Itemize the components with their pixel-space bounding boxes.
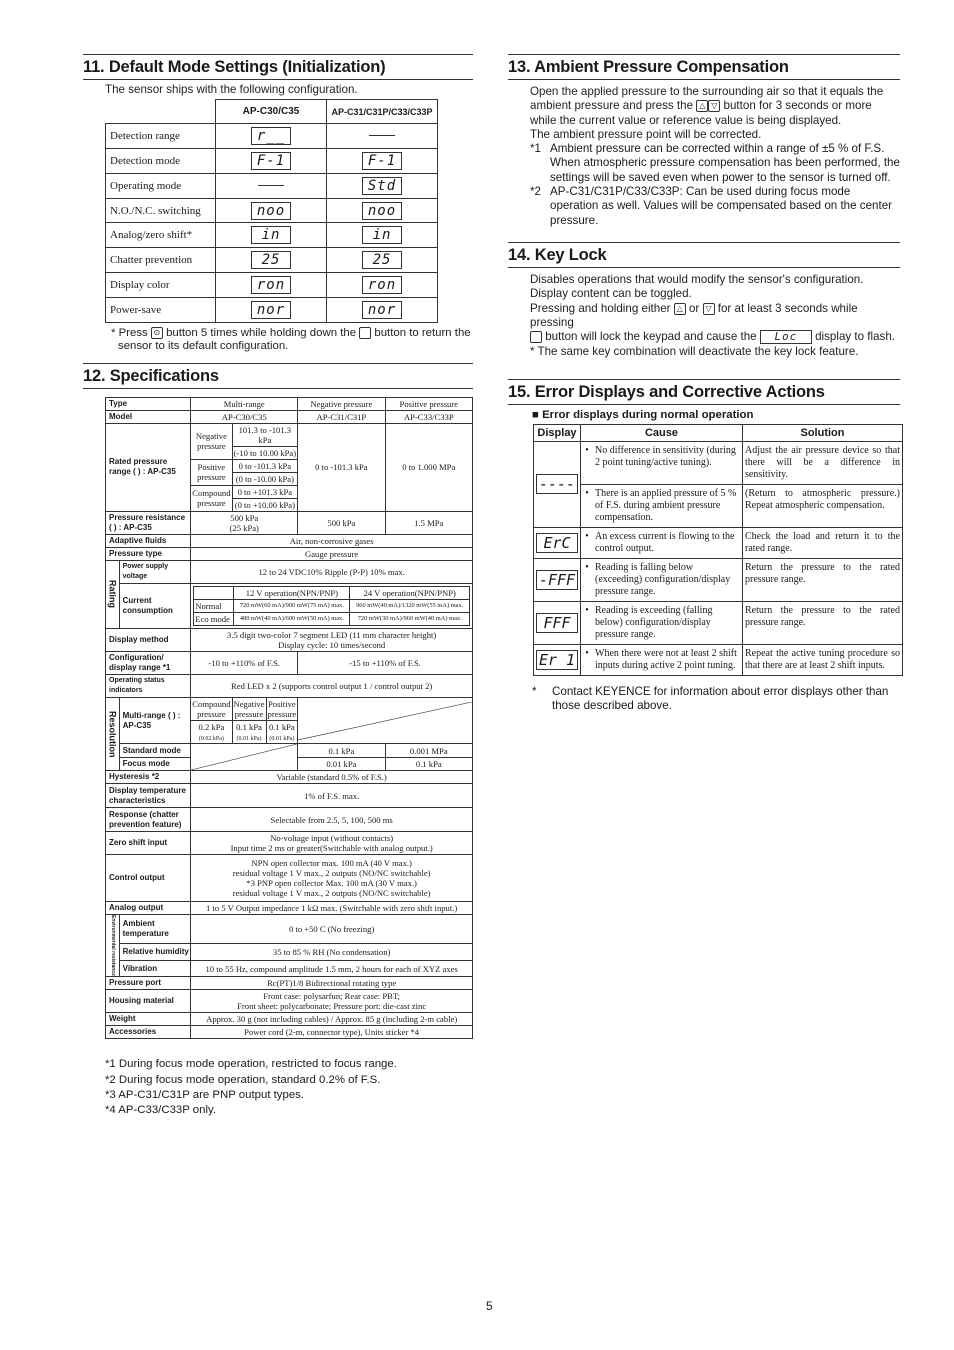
bullet-icon: • bbox=[585, 561, 589, 573]
error-solution: (Return to atmospheric pressure.) Repeat atmospheric compensation. bbox=[743, 484, 903, 527]
right-column bbox=[508, 54, 900, 713]
segment-display: 25 bbox=[362, 251, 402, 269]
table-row bbox=[534, 601, 903, 644]
setting-label: Display color bbox=[106, 273, 216, 298]
mode-button-icon bbox=[359, 327, 371, 339]
error-cause: There is an applied pressure of 5 % of F.S. during ambient pressure compensation. bbox=[595, 487, 737, 523]
resolution-na-cell bbox=[298, 697, 473, 744]
resolution-subtable: Compound pressure Negative pressure Positive pressure 0.2 kPa (0.02 kPa) 0.1 kPa (0.01 kPa) 0.1 kPa (0.01 kPa) bbox=[192, 698, 297, 742]
segment-display: noo bbox=[251, 202, 291, 220]
bullet-icon: • bbox=[585, 604, 589, 616]
set-button-icon: ⊙ bbox=[151, 327, 163, 339]
table-row bbox=[534, 644, 903, 675]
section-15-title: 15. Error Displays and Corrective Actions bbox=[508, 379, 900, 405]
bullet-icon: • bbox=[585, 647, 589, 659]
error-solution: Return the pressure to the rated pressure range. bbox=[743, 601, 903, 644]
diagonal-line bbox=[191, 744, 297, 770]
environmental-group-label: Environmental resistance bbox=[106, 915, 120, 977]
error-cause: No difference in sensitivity (during 2 point tuning/active tuning). bbox=[595, 444, 736, 468]
bullet-icon: • bbox=[585, 444, 589, 456]
segment-display: Std bbox=[362, 177, 402, 195]
not-applicable-dash bbox=[369, 135, 395, 137]
error-header-solution: Solution bbox=[743, 424, 903, 441]
segment-display: nor bbox=[362, 301, 402, 319]
table-row bbox=[534, 558, 903, 601]
section-14-title: 14. Key Lock bbox=[508, 242, 900, 268]
segment-display: 25 bbox=[251, 251, 291, 269]
table-row bbox=[106, 248, 438, 273]
table-row bbox=[106, 273, 438, 298]
not-applicable-dash bbox=[258, 185, 284, 187]
section-title-text: Default Mode Settings (Initialization) bbox=[108, 58, 386, 76]
table-row bbox=[106, 223, 438, 248]
left-column bbox=[83, 54, 473, 1119]
section-13-title: 13. Ambient Pressure Compensation bbox=[508, 54, 900, 80]
down-button-icon: ▽ bbox=[708, 100, 720, 112]
segment-display: r__ bbox=[251, 127, 291, 145]
resolution-group-label: Resolution bbox=[106, 697, 120, 771]
square-bullet-icon: ■ bbox=[532, 408, 539, 421]
table-row bbox=[534, 441, 903, 484]
bullet-icon: • bbox=[585, 487, 589, 499]
table-row bbox=[534, 484, 903, 527]
up-button-icon: △ bbox=[674, 303, 686, 315]
spec-label-rated-range: Rated pressure range ( ) : AP-C35 bbox=[106, 423, 191, 511]
segment-display: F-1 bbox=[251, 152, 291, 170]
error-segment-display: ErC bbox=[536, 533, 578, 553]
section-number: 11. bbox=[83, 58, 105, 76]
setting-label: Operating mode bbox=[106, 173, 216, 198]
segment-display: noo bbox=[362, 202, 402, 220]
section-13-body: Open the applied pressure to the surrounding air so that it equals the ambient pressure and press the △ ▽ button for 3 seconds or more while the current value or reference value is being displayed. The ambient pressure point will be corrected. bbox=[530, 85, 884, 141]
segment-display: in bbox=[251, 226, 291, 244]
error-solution: Check the load and return it to the rated range. bbox=[743, 527, 903, 558]
mode-button-icon bbox=[530, 331, 542, 343]
segment-display: ron bbox=[362, 276, 402, 294]
segment-display: F-1 bbox=[362, 152, 402, 170]
spec-label-model: Model bbox=[106, 410, 191, 423]
table-row bbox=[534, 527, 903, 558]
error-solution: Return the pressure to the rated pressure range. bbox=[743, 558, 903, 601]
spec-label-type: Type bbox=[106, 397, 191, 410]
segment-display: nor bbox=[251, 301, 291, 319]
current-consumption-subtable: 12 V operation(NPN/PNP) 24 V operation(NPN/PNP) Normal 720 mW(60 mA)/900 mW(75 mA) max. 960 mW(40 mA)/1320 mW(55 mA) max. Eco mode 480 mW(40 mA)/600 mW(50 mA) max. 720 mW(30 mA)/960 mW(40 mA) max. bbox=[193, 586, 470, 626]
setting-label: Analog/zero shift* bbox=[106, 223, 216, 248]
specifications-table: Type Multi-range Negative pressure Positive pressure Model AP-C30/C35 AP-C31/C31P AP-C33/C33P Rated pressure range ( ) : AP-C35 Negative pressure 101.3 to -101.3 kPa (-10 to 10.00 kPa) Positive pressure 0 to -101.3 kPa (0 to -10.00 kPa) Compound pressure 0 to +101.3 kPa (0 to +10.00 kPa) 0 to -101.3 kPa 0 to 1.000 MPa Pressure resistance ( ) : AP-C35 500 kPa (25 kPa) 500 kPa 1.5 MPa Adaptive fluids Air, non-corrosive gases Pressure type Gauge pressure Rating Power supply voltage 12 to 24 VDC10% Ripple (P-P) 10% max. Current consumption 12 V operation(NPN/PNP) 24 V operation(NPN/PNP) Normal 720 mW(60 mA)/900 mW(75 mA) max. 960 mW(40 mA)/1320 mW(55 mA) max. Eco mode 480 mW(40 mA)/600 mW(50 mA) max. 720 mW(30 mA)/960 mW(40 mA) max. Display method 3.5 digit two-color 7 segment LED (11 mm character height) Display cycle: 10 times/second Configuration/ display range *1 -10 to +110% of F.S. -15 to +110% of F.S. Operating status indicators Red LED x 2 (supports control output 1 / control output 2) Resolution Multi-range ( ) : AP-C35 Compound pressure Negative pressure Positive pressure 0.2 kPa (0.02 kPa) 0.1 kPa (0.01 kPa) 0.1 kPa (0.01 kPa) Standard mode 0.1 kPa 0.001 MPa Focus mode 0.01 kPa 0.1 kPa Hysteresis *2 Variable (standard 0.5% of F.S.) Display temperature characteristics 1% of F.S. max. Response (chatter prevention feature) Selectable from 2.5, 5, 100, 500 ms Zero shift input No-voltage input (without contacts) Input time 2 ms or greater(Switchable with analog output.) Control output NPN open collector max. 100 mA (40 V max.) residual voltage 1 V max., 2 outputs (NO/NC switchable) *3 PNP open collector Max. 100 mA (30 V max.) residual voltage 1 V max., 2 outputs (NO/NC switchable) Analog output 1 to 5 V Output impedance 1 kΩ max. (Switchable with zero shift input.) Environmental resistance Ambient temperature 0 to +50 C (No freezing) Relative humidity 35 to 85 % RH (No condensation) Vibration 10 to 55 Hz, compound amplitude 1.5 mm, 2 hours for each of XYZ axes Pressure port Rc(PT)1/8 Bidirectional rotating type Housing material Front case: polysarfun; Rear case: PBT; Front sheet: polycarbonate; Pressure port: die-cast zinc Weight Approx. 30 g (not including cables) / Approx. 85 g (including 2-m cable) Accessories Power cord (2-m, connector type), Units sticker *4 bbox=[105, 397, 473, 1039]
col-header-2: AP-C31/C31P/C33/C33P bbox=[327, 100, 438, 124]
section-12-title: 12. Specifications bbox=[83, 363, 473, 389]
error-segment-display: FFF bbox=[536, 613, 578, 633]
error-solution: Repeat the active tuning procedure so that there are at least 2 shift inputs. bbox=[743, 644, 903, 675]
table-row bbox=[106, 124, 438, 149]
default-settings-rows bbox=[106, 124, 438, 322]
setting-label: Detection range bbox=[106, 124, 216, 149]
col-header-1: AP-C30/C35 bbox=[216, 100, 327, 124]
table-row bbox=[106, 297, 438, 322]
error-table bbox=[533, 424, 903, 676]
section-11-note: * Press ⊙ button 5 times while holding down the button to return the sensor to its default configuration. bbox=[111, 326, 471, 353]
default-settings-table bbox=[105, 99, 438, 322]
spec-footnotes: *1 During focus mode operation, restricted to focus range. *2 During focus mode operation, standard 0.2% of F.S. *3 AP-C31/C31P are PNP output types. *4 AP-C33/C33P only. bbox=[105, 1058, 397, 1117]
error-header-display: Display bbox=[534, 424, 581, 441]
section-13-note-1: *1 Ambient pressure can be corrected within a range of ±5 % of F.S. When atmospheric pressure compensation has been performed, the settings will be saved even when power to the sensor is turned off. bbox=[530, 142, 900, 184]
error-segment-display: -FFF bbox=[536, 570, 578, 590]
section-15-note: * Contact KEYENCE for information about error displays other than those described above. bbox=[532, 684, 889, 713]
error-cause: An excess current is flowing to the control output. bbox=[595, 530, 735, 554]
segment-display: in bbox=[362, 226, 402, 244]
up-button-icon: △ bbox=[696, 100, 708, 112]
error-cause: When there were not at least 2 shift inputs during active 2 point tuning. bbox=[595, 647, 737, 671]
error-cause: Reading is exceeding (falling below) configuration/display pressure range. bbox=[595, 604, 713, 640]
error-rows bbox=[534, 441, 903, 675]
error-subtitle: ■ Error displays during normal operation bbox=[532, 408, 754, 421]
bullet-icon: • bbox=[585, 530, 589, 542]
setting-label: N.O./N.C. switching bbox=[106, 198, 216, 223]
table-row bbox=[106, 173, 438, 198]
section-11-intro: The sensor ships with the following configuration. bbox=[105, 83, 358, 96]
table-row bbox=[106, 149, 438, 174]
table-row bbox=[106, 198, 438, 223]
section-14-body: Disables operations that would modify the sensor's configuration. Display content can be toggled. Pressing and holding either △ or ▽ for at least 3 seconds while pressing button will lock the keypad and cause the Loc display to flash. * The same key combination will deactivate the key lock feature. bbox=[530, 272, 896, 358]
error-header-cause: Cause bbox=[581, 424, 743, 441]
error-segment-display: ---- bbox=[536, 474, 578, 494]
loc-display: Loc bbox=[760, 330, 812, 344]
setting-label: Detection mode bbox=[106, 149, 216, 174]
section-11-title bbox=[83, 54, 473, 80]
segment-display: ron bbox=[251, 276, 291, 294]
error-solution: Adjust the air pressure device so that there will be a difference in sensitivity. bbox=[743, 441, 903, 484]
error-cause: Reading is falling below (exceeding) configuration/display pressure range. bbox=[595, 561, 731, 597]
setting-label: Chatter prevention bbox=[106, 248, 216, 273]
section-13-note-2: *2 AP-C31/C31P/C33/C33P: Can be used during focus mode operation as well. Values will be compensated based on the center pressure. bbox=[530, 185, 893, 227]
setting-label: Power-save bbox=[106, 297, 216, 322]
diagonal-line bbox=[298, 702, 472, 740]
rating-group-label: Rating bbox=[106, 560, 120, 628]
error-segment-display: Er 1 bbox=[536, 650, 578, 670]
page-number: 5 bbox=[486, 1299, 493, 1313]
rated-range-subtable: Negative pressure 101.3 to -101.3 kPa (-10 to 10.00 kPa) Positive pressure 0 to -101.3 kPa (0 to -10.00 kPa) Compound pressure 0 to +101.3 kPa (0 to +10.00 kPa) bbox=[192, 424, 297, 510]
down-button-icon: ▽ bbox=[703, 303, 715, 315]
spec-label-resistance: Pressure resistance ( ) : AP-C35 bbox=[106, 511, 191, 534]
resolution-na-cell-2 bbox=[191, 744, 298, 771]
